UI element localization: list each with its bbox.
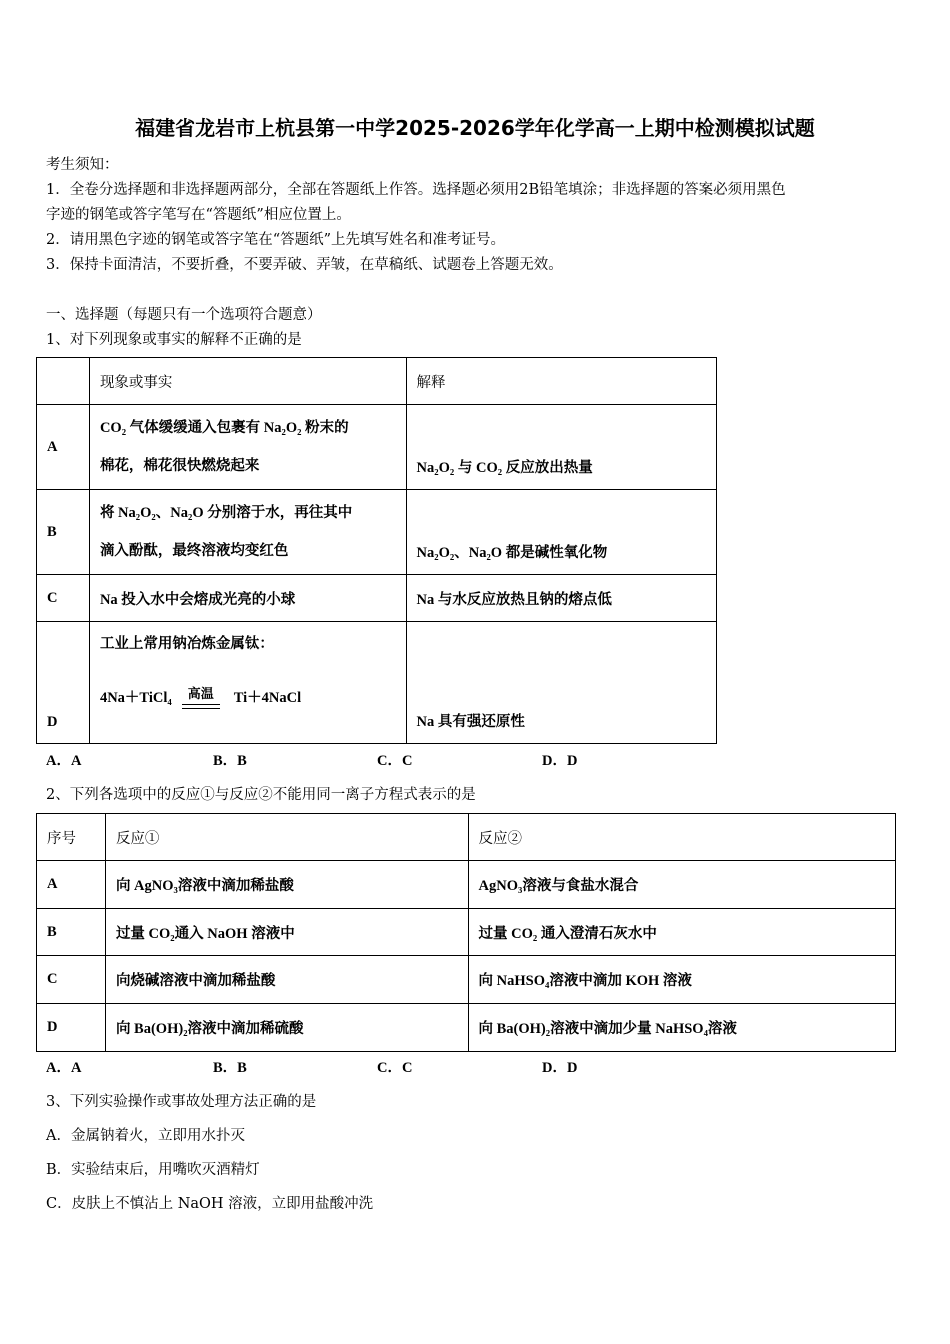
- row-label: B: [37, 909, 106, 956]
- table-row: [37, 909, 896, 956]
- notice-line-2: 2．请用黑色字迹的钢笔或答字笔在“答题纸”上先填写姓名和准考证号。: [46, 232, 506, 248]
- header-cell: 现象或事实: [89, 358, 406, 405]
- row-label: C: [37, 575, 90, 622]
- option-a[interactable]: A．A: [46, 1060, 82, 1076]
- q3-stem: 3、下列实验操作或事故处理方法正确的是: [46, 1094, 317, 1110]
- option-c[interactable]: C．C: [377, 1060, 413, 1076]
- option-d[interactable]: D．D: [542, 753, 578, 769]
- header-cell: 反应②: [468, 814, 896, 861]
- q2-options: [46, 1056, 696, 1076]
- fact-cell: [89, 622, 406, 744]
- reaction-equation: [100, 683, 301, 709]
- reaction2-cell: 过量 CO₂ 通入澄清石灰水中: [468, 909, 896, 956]
- equation-right: Ti＋4NaCl: [233, 689, 302, 706]
- notice-heading: 考生须知：: [46, 157, 119, 173]
- table-row: [37, 1004, 896, 1052]
- fact-line: 将 Na₂O₂、Na₂O 分别溶于水，再往其中: [99, 505, 353, 521]
- reaction1-cell: 过量 CO₂通入 NaOH 溶液中: [105, 909, 468, 956]
- table-header-row: [37, 814, 896, 861]
- notice-line-1b: 字迹的钢笔或答字笔写在“答题纸”相应位置上。: [46, 207, 351, 223]
- q3-option-b[interactable]: B．实验结束后，用嘴吹灭酒精灯: [46, 1162, 260, 1178]
- reaction1-cell: 向烧碱溶液中滴加稀盐酸: [105, 956, 468, 1004]
- page-title: 福建省龙岩市上杭县第一中学2025-2026学年化学高一上期中检测模拟试题: [135, 116, 815, 140]
- fact-cell: [89, 490, 406, 575]
- row-label: B: [37, 490, 90, 575]
- option-b[interactable]: B．B: [213, 753, 247, 769]
- fact-line: CO₂ 气体缓缓通入包裹有 Na₂O₂ 粉末的: [99, 420, 349, 436]
- explain-cell: Na₂O₂、Na₂O 都是碱性氧化物: [406, 490, 716, 575]
- header-cell: 解释: [406, 358, 716, 405]
- fact-cell: [89, 405, 406, 490]
- q1-options: [46, 749, 696, 769]
- equation-left: 4Na＋TiCl₄: [99, 689, 172, 706]
- header-cell: [37, 358, 90, 405]
- equation-condition: [182, 683, 220, 709]
- option-a[interactable]: A．A: [46, 753, 82, 769]
- fact-cell: Na 投入水中会熔成光亮的小球: [89, 575, 406, 622]
- option-b[interactable]: B．B: [213, 1060, 247, 1076]
- table-row: [37, 405, 717, 490]
- fact-line: 棉花，棉花很快燃烧起来: [99, 458, 260, 474]
- table-row: [37, 490, 717, 575]
- row-label: A: [37, 405, 90, 490]
- fact-line: 滴入酚酞，最终溶液均变红色: [99, 543, 289, 559]
- reaction1-cell: 向 AgNO₃溶液中滴加稀盐酸: [105, 861, 468, 909]
- row-label: D: [37, 1004, 106, 1052]
- reaction2-cell: 向 Ba(OH)₂溶液中滴加少量 NaHSO₄溶液: [468, 1004, 896, 1052]
- reaction1-cell: 向 Ba(OH)₂溶液中滴加稀硫酸: [105, 1004, 468, 1052]
- header-cell: 反应①: [105, 814, 468, 861]
- equals-sign: [182, 704, 220, 709]
- table-header-row: [37, 358, 717, 405]
- q1-table: [36, 357, 717, 744]
- reaction2-cell: 向 NaHSO₄溶液中滴加 KOH 溶液: [468, 956, 896, 1004]
- notice-line-3: 3．保持卡面清洁，不要折叠，不要弄破、弄皱，在草稿纸、试题卷上答题无效。: [46, 257, 563, 273]
- section-heading: 一、选择题（每题只有一个选项符合题意）: [46, 307, 322, 323]
- header-cell: 序号: [37, 814, 106, 861]
- q3-option-c[interactable]: C．皮肤上不慎沾上 NaOH 溶液，立即用盐酸冲洗: [46, 1196, 374, 1212]
- explain-cell: Na 具有强还原性: [406, 622, 716, 744]
- row-label: C: [37, 956, 106, 1004]
- explain-cell: Na₂O₂ 与 CO₂ 反应放出热量: [406, 405, 716, 490]
- explain-cell: Na 与水反应放热且钠的熔点低: [406, 575, 716, 622]
- table-row: [37, 622, 717, 744]
- q1-stem: 1、对下列现象或事实的解释不正确的是: [46, 332, 302, 348]
- row-label: D: [37, 622, 90, 744]
- q3-option-a[interactable]: A．金属钠着火，立即用水扑灭: [46, 1128, 245, 1144]
- q2-stem: 2、下列各选项中的反应①与反应②不能用同一离子方程式表示的是: [46, 787, 476, 803]
- reaction2-cell: AgNO₃溶液与食盐水混合: [468, 861, 896, 909]
- table-row: [37, 575, 717, 622]
- option-d[interactable]: D．D: [542, 1060, 578, 1076]
- table-row: [37, 861, 896, 909]
- fact-line: 工业上常用钠冶炼金属钛：: [99, 636, 274, 652]
- table-row: [37, 956, 896, 1004]
- option-c[interactable]: C．C: [377, 753, 413, 769]
- q2-table: [36, 813, 896, 1052]
- notice-line-1a: 1．全卷分选择题和非选择题两部分，全部在答题纸上作答。选择题必须用2B铅笔填涂；非选择题的答案必须用黑色: [46, 182, 786, 198]
- row-label: A: [37, 861, 106, 909]
- condition-text: 高温: [187, 687, 214, 702]
